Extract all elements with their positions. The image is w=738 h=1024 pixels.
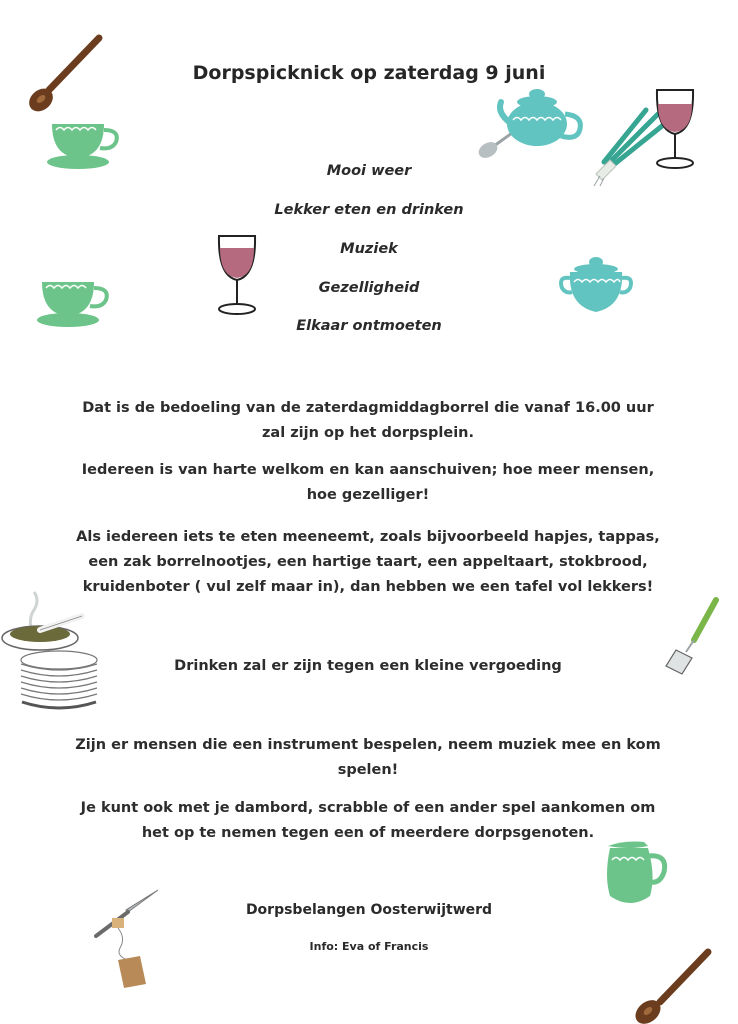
wine-glass-icon <box>214 232 260 316</box>
highlight-item: Lekker eten en drinken <box>274 202 464 218</box>
page-title: Dorpspicknick op zaterdag 9 juni <box>192 62 546 84</box>
paragraph-welcome: Iedereen is van harte welkom en kan aanschuiven; hoe meer mensen, hoe gezelliger! <box>81 462 655 503</box>
jug-icon <box>600 836 676 910</box>
paragraph-games: Je kunt ook met je dambord, scrabble of een ander spel aankomen om het op te nemen tegen een of meerdere dorpsgenoten. <box>80 800 656 841</box>
teabag-icon <box>106 916 156 990</box>
teacup-icon <box>46 118 126 173</box>
teacup-icon <box>36 276 116 331</box>
teapot-icon <box>497 84 589 150</box>
contact-info: Info: Eva of Francis <box>309 940 429 953</box>
highlight-item: Gezelligheid <box>318 280 420 296</box>
wooden-spoon-icon <box>626 944 716 1024</box>
paragraph-food: Als iedereen iets te eten meeneemt, zoals bijvoorbeeld hapjes, tappas, een zak borrelnootjes, een hartige taart, een appeltaart, stokbrood, kruidenboter ( vul zelf maar in), dan hebben we een tafel vol lekkers! <box>76 529 660 595</box>
wine-glass-icon <box>652 86 698 170</box>
highlight-item: Muziek <box>340 241 398 257</box>
plate-stack-icon <box>18 648 100 714</box>
paragraph-drinks: Drinken zal er zijn tegen een kleine vergoeding <box>174 658 562 674</box>
paragraph-music: Zijn er mensen die een instrument bespelen, neem muziek mee en kom spelen! <box>75 737 661 778</box>
paragraph-intro: Dat is de bedoeling van de zaterdagmiddagborrel die vanaf 16.00 uur zal zijn op het dorpsplein. <box>82 400 654 441</box>
highlight-item: Elkaar ontmoeten <box>296 318 442 334</box>
organizer-name: Dorpsbelangen Oosterwijtwerd <box>245 902 493 918</box>
spatula-icon <box>664 594 724 674</box>
sugar-bowl-icon <box>556 254 636 316</box>
wooden-spoon-icon <box>15 30 105 115</box>
highlight-item: Mooi weer <box>326 163 412 179</box>
